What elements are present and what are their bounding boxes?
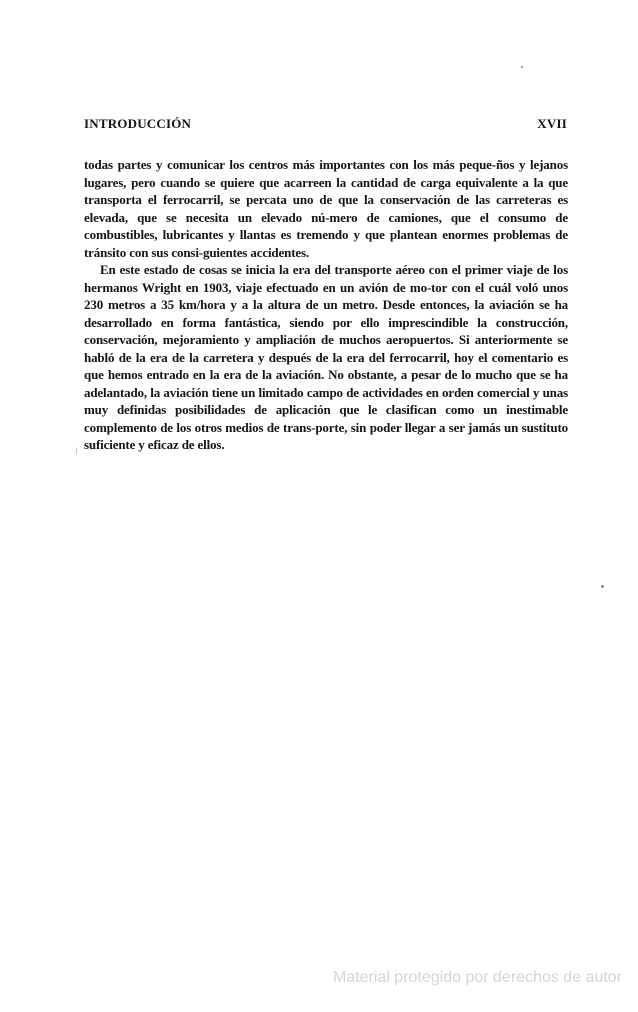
body-text [84, 156, 568, 454]
copyright-watermark: Material protegido por derechos de autor [332, 969, 622, 986]
chapter-title: INTRODUCCIÓN [84, 116, 192, 131]
paragraph-2: En este estado de cosas se inicia la era del transporte aéreo con el primer viaje de los hermanos Wright en 1903, viaje efectuado en un avión de mo-tor con el cuál voló unos 230 metros a 35 km/hora y a la altura de un metro. Desde entonces, la aviación se ha desarrollado en forma fantástica, siendo por ello imprescindible la construcción, conservación, mejoramiento y ampliación de muchos aeropuertos. Si anteriormente se habló de la era de la carretera y después de la era del ferrocarril, hoy el comentario es que hemos entrado en la era de la aviación. No obstante, a pesar de lo mucho que se ha adelantado, la aviación tiene un limitado campo de actividades en orden comercial y unas muy definidas posibilidades de aplicación que le clasifican como un inestimable complemento de los otros medios de trans-porte, sin poder llegar a ser jamás un sustituto suficiente y eficaz de ellos. [84, 262, 568, 452]
scan-speck [521, 66, 523, 68]
scan-speck [76, 447, 77, 455]
scan-speck [601, 585, 604, 588]
paragraph-1: todas partes y comunicar los centros más importantes con los más peque-ños y lejanos lugares, pero cuando se quiere que acarreen la cantidad de carga equivalente a la que transporta el ferrocarril, se percata uno de que la conservación de las carreteras es elevada, que se necesita un elevado nú-mero de camiones, que el consumo de combustibles, lubricantes y llantas es tremendo y que plantean enormes problemas de tránsito con sus consi-guientes accidentes. [84, 157, 568, 260]
running-head [84, 116, 567, 134]
page-number: XVII [537, 116, 567, 131]
